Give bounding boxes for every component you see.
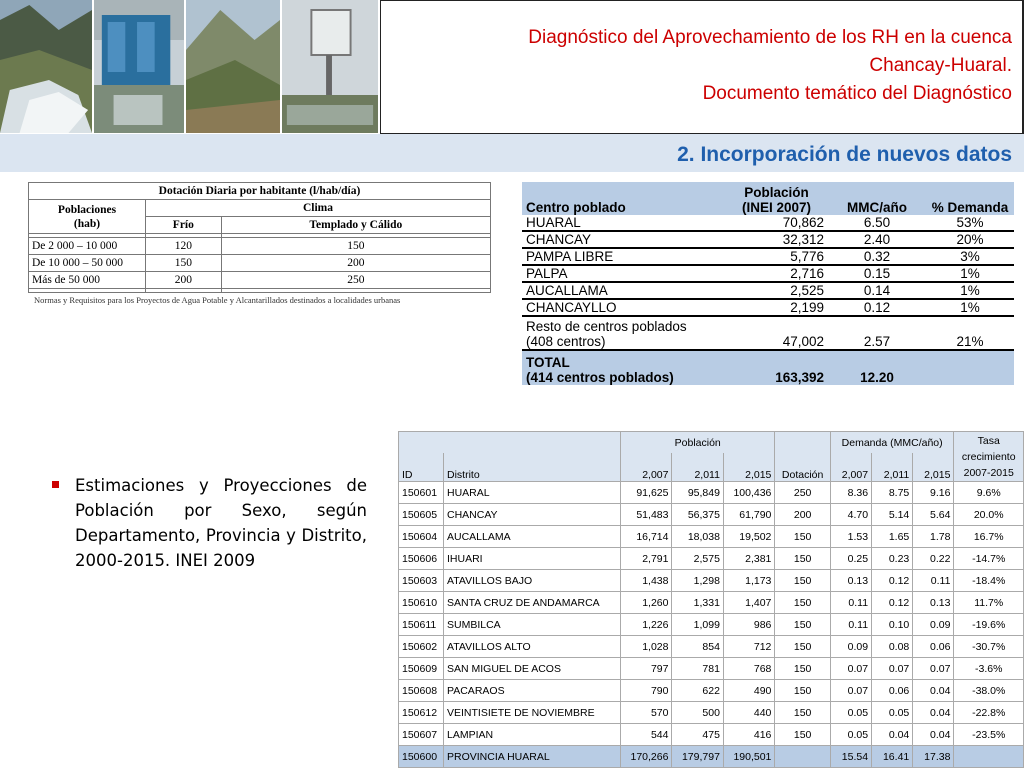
pob-d2015: 9.16 — [913, 482, 954, 504]
centros-resto-line-1: Resto de centros poblados — [526, 319, 687, 334]
bullet-point — [55, 473, 367, 573]
pob-d2015: 0.04 — [913, 702, 954, 724]
pob-p2007: 91,625 — [621, 482, 672, 504]
dotacion-row-frio: 120 — [146, 238, 222, 255]
centros-row-name: CHANCAY — [522, 231, 725, 248]
pob-dotacion: 150 — [775, 702, 830, 724]
centros-header-demanda: % Demanda — [926, 182, 1014, 215]
centros-total-demanda — [926, 350, 1014, 385]
centros-row-demanda: 53% — [926, 215, 1014, 231]
centros-row-poblacion: 5,776 — [725, 248, 828, 265]
centros-row-name: CHANCAYLLO — [522, 299, 725, 316]
pob-id: 150604 — [399, 526, 444, 548]
pob-p2015: 100,436 — [723, 482, 774, 504]
dotacion-table-wrap — [28, 182, 491, 305]
centros-total-line-1: TOTAL — [526, 355, 570, 370]
pob-tasa: -18.4% — [954, 570, 1024, 592]
dotacion-row-frio: 150 — [146, 255, 222, 272]
centros-header-poblacion-1: Población — [744, 185, 809, 200]
pob-p2011: 1,298 — [672, 570, 723, 592]
pob-p2007: 544 — [621, 724, 672, 746]
pob-dotacion: 150 — [775, 614, 830, 636]
photo-mountain-valley — [186, 0, 282, 133]
pob-header-id: ID — [399, 453, 444, 482]
pob-row — [399, 724, 1024, 746]
pob-dotacion: 250 — [775, 482, 830, 504]
pob-p2015: 2,381 — [723, 548, 774, 570]
pob-d2007: 0.07 — [830, 680, 871, 702]
pob-p2007: 51,483 — [621, 504, 672, 526]
pob-d2007: 0.09 — [830, 636, 871, 658]
pob-p2011: 854 — [672, 636, 723, 658]
title-line-3: Documento temático del Diagnóstico — [702, 83, 1012, 104]
pob-p2007: 797 — [621, 658, 672, 680]
pob-d2011: 8.75 — [872, 482, 913, 504]
centros-row-name: PALPA — [522, 265, 725, 282]
pob-p2007: 2,791 — [621, 548, 672, 570]
centros-row-poblacion: 2,525 — [725, 282, 828, 299]
pob-p2011: 1,099 — [672, 614, 723, 636]
pob-row — [399, 504, 1024, 526]
centros-row-mmc: 2.40 — [828, 231, 926, 248]
pob-header-d2011: 2,011 — [872, 453, 913, 482]
dotacion-table — [28, 182, 491, 293]
dotacion-col-hab-label: (hab) — [73, 217, 101, 230]
dotacion-row-label: De 2 000 – 10 000 — [29, 238, 146, 255]
pob-d2007: 8.36 — [830, 482, 871, 504]
pob-id: 150609 — [399, 658, 444, 680]
pob-p2011: 500 — [672, 702, 723, 724]
pob-header-p2015: 2,015 — [723, 453, 774, 482]
pob-p2007: 1,438 — [621, 570, 672, 592]
pob-d2011: 0.07 — [872, 658, 913, 680]
dotacion-row-frio: 200 — [146, 272, 222, 289]
pob-p2015: 712 — [723, 636, 774, 658]
pob-p2015: 190,501 — [723, 746, 774, 768]
centros-row-poblacion: 2,716 — [725, 265, 828, 282]
photo-river — [0, 0, 94, 133]
pob-dotacion: 150 — [775, 526, 830, 548]
pob-p2015: 1,407 — [723, 592, 774, 614]
pob-d2015: 0.04 — [913, 724, 954, 746]
pob-tasa: 16.7% — [954, 526, 1024, 548]
pob-d2007: 0.25 — [830, 548, 871, 570]
pob-tasa — [954, 746, 1024, 768]
centros-row-demanda: 1% — [926, 282, 1014, 299]
pob-p2015: 416 — [723, 724, 774, 746]
header-title-box — [380, 0, 1024, 134]
pob-d2011: 0.08 — [872, 636, 913, 658]
pob-id: 150607 — [399, 724, 444, 746]
pob-p2015: 440 — [723, 702, 774, 724]
pob-header-poblacion-group: Población — [621, 432, 775, 454]
pob-header-blank — [399, 432, 621, 454]
pob-distrito: PACARAOS — [444, 680, 621, 702]
pob-distrito: AUCALLAMA — [444, 526, 621, 548]
pob-distrito: PROVINCIA HUARAL — [444, 746, 621, 768]
dotacion-row-templado: 150 — [221, 238, 490, 255]
pob-distrito: HUARAL — [444, 482, 621, 504]
title-line-1: Diagnóstico del Aprovechamiento de los RH en la cuenca — [528, 27, 1012, 48]
pob-p2007: 170,266 — [621, 746, 672, 768]
bullet-square-icon — [52, 481, 59, 488]
document-title — [528, 24, 1012, 108]
centros-total-name — [522, 350, 725, 385]
pob-dotacion: 150 — [775, 548, 830, 570]
pob-tasa: -38.0% — [954, 680, 1024, 702]
centros-row — [522, 265, 1014, 282]
pob-d2007: 0.11 — [830, 614, 871, 636]
centros-resto-poblacion: 47,002 — [725, 316, 828, 350]
dotacion-row — [29, 272, 491, 289]
centros-header-poblacion — [725, 182, 828, 215]
pob-row — [399, 658, 1024, 680]
pob-p2015: 19,502 — [723, 526, 774, 548]
pob-header-distrito: Distrito — [444, 453, 621, 482]
centros-row-mmc: 0.12 — [828, 299, 926, 316]
pob-tasa: 20.0% — [954, 504, 1024, 526]
pob-dotacion: 150 — [775, 570, 830, 592]
bullet-text: Estimaciones y Proyecciones de Población por Sexo, según Departamento, Provincia y Distrito, 2000-2015. INEI 2009 — [75, 476, 367, 570]
pob-id: 150611 — [399, 614, 444, 636]
pob-d2007: 0.05 — [830, 724, 871, 746]
pob-dotacion: 150 — [775, 636, 830, 658]
pob-p2011: 95,849 — [672, 482, 723, 504]
pob-row — [399, 702, 1024, 724]
pob-header-p2007: 2,007 — [621, 453, 672, 482]
pob-id: 150606 — [399, 548, 444, 570]
dotacion-row — [29, 238, 491, 255]
centros-row — [522, 282, 1014, 299]
pob-tasa: -22.8% — [954, 702, 1024, 724]
pob-id: 150601 — [399, 482, 444, 504]
pob-p2011: 56,375 — [672, 504, 723, 526]
pob-id: 150600 — [399, 746, 444, 768]
pob-d2015: 0.13 — [913, 592, 954, 614]
centros-resto-mmc: 2.57 — [828, 316, 926, 350]
centros-row-mmc: 0.14 — [828, 282, 926, 299]
dotacion-source-note: Normas y Requisitos para los Proyectos de Agua Potable y Alcantarillados destinados a localidades urbanas — [34, 295, 401, 305]
pob-d2011: 16.41 — [872, 746, 913, 768]
dotacion-col-poblaciones — [29, 200, 146, 234]
pob-d2015: 0.06 — [913, 636, 954, 658]
dotacion-col-clima: Clima — [146, 200, 491, 217]
section-title: 2. Incorporación de nuevos datos — [677, 143, 1012, 166]
pob-p2015: 986 — [723, 614, 774, 636]
centros-row — [522, 299, 1014, 316]
centros-row-total — [522, 350, 1014, 385]
section-band — [0, 134, 1024, 172]
centros-header-centro: Centro poblado — [522, 182, 725, 215]
centros-row — [522, 231, 1014, 248]
centros-row-mmc: 0.15 — [828, 265, 926, 282]
pob-d2011: 0.06 — [872, 680, 913, 702]
pob-row — [399, 548, 1024, 570]
pob-d2011: 0.04 — [872, 724, 913, 746]
pob-header-d2015: 2,015 — [913, 453, 954, 482]
dotacion-col-poblaciones-label: Poblaciones — [57, 203, 117, 216]
centros-row-demanda: 3% — [926, 248, 1014, 265]
centros-resto-demanda: 21% — [926, 316, 1014, 350]
pob-row — [399, 636, 1024, 658]
pob-header-dotacion: Dotación — [775, 453, 830, 482]
pob-d2015: 1.78 — [913, 526, 954, 548]
pob-p2007: 1,226 — [621, 614, 672, 636]
centros-row-poblacion: 32,312 — [725, 231, 828, 248]
pob-p2007: 790 — [621, 680, 672, 702]
pob-id: 150605 — [399, 504, 444, 526]
pob-dotacion: 150 — [775, 680, 830, 702]
centros-row-resto — [522, 316, 1014, 350]
pob-d2011: 5.14 — [872, 504, 913, 526]
pob-d2011: 0.05 — [872, 702, 913, 724]
pob-id: 150602 — [399, 636, 444, 658]
centros-total-mmc: 12.20 — [828, 350, 926, 385]
centros-row-poblacion: 2,199 — [725, 299, 828, 316]
pob-tasa: -14.7% — [954, 548, 1024, 570]
pob-tasa: -3.6% — [954, 658, 1024, 680]
pob-d2007: 1.53 — [830, 526, 871, 548]
dotacion-row-label: Más de 50 000 — [29, 272, 146, 289]
pob-d2007: 0.07 — [830, 658, 871, 680]
pob-p2007: 16,714 — [621, 526, 672, 548]
centros-resto-name — [522, 316, 725, 350]
centros-total-line-2: (414 centros poblados) — [526, 370, 674, 385]
centros-row-demanda: 1% — [926, 265, 1014, 282]
pob-tasa: -19.6% — [954, 614, 1024, 636]
pob-d2011: 0.23 — [872, 548, 913, 570]
pob-header-p2011: 2,011 — [672, 453, 723, 482]
poblacion-table — [398, 431, 1024, 768]
centros-row-name: AUCALLAMA — [522, 282, 725, 299]
pob-row-provincia — [399, 746, 1024, 768]
pob-header-d2007: 2,007 — [830, 453, 871, 482]
pob-p2015: 1,173 — [723, 570, 774, 592]
pob-d2015: 17.38 — [913, 746, 954, 768]
pob-p2011: 179,797 — [672, 746, 723, 768]
pob-dotacion: 150 — [775, 658, 830, 680]
pob-d2015: 0.11 — [913, 570, 954, 592]
pob-distrito: SANTA CRUZ DE ANDAMARCA — [444, 592, 621, 614]
pob-distrito: SAN MIGUEL DE ACOS — [444, 658, 621, 680]
pob-row — [399, 592, 1024, 614]
centros-row-name: PAMPA LIBRE — [522, 248, 725, 265]
dotacion-row-templado: 200 — [221, 255, 490, 272]
dotacion-col-frio: Frío — [146, 217, 222, 234]
dotacion-title: Dotación Diaria por habitante (l/hab/día) — [29, 183, 491, 200]
centros-row — [522, 248, 1014, 265]
pob-dotacion: 150 — [775, 592, 830, 614]
pob-p2015: 61,790 — [723, 504, 774, 526]
centros-row-demanda: 20% — [926, 231, 1014, 248]
pob-d2007: 0.13 — [830, 570, 871, 592]
pob-distrito: VEINTISIETE DE NOVIEMBRE — [444, 702, 621, 724]
pob-tasa: 9.6% — [954, 482, 1024, 504]
centros-header-mmc: MMC/año — [828, 182, 926, 215]
dotacion-row-templado: 250 — [221, 272, 490, 289]
pob-header-tasa-2: crecimiento — [961, 450, 1016, 463]
centros-row-name: HUARAL — [522, 215, 725, 231]
pob-d2015: 0.22 — [913, 548, 954, 570]
centros-header-poblacion-2: (INEI 2007) — [741, 200, 812, 215]
pob-d2007: 4.70 — [830, 504, 871, 526]
pob-distrito: IHUARI — [444, 548, 621, 570]
pob-d2007: 0.05 — [830, 702, 871, 724]
pob-p2011: 781 — [672, 658, 723, 680]
dotacion-spacer — [221, 289, 490, 293]
pob-distrito: ATAVILLOS ALTO — [444, 636, 621, 658]
centros-row-poblacion: 70,862 — [725, 215, 828, 231]
pob-row — [399, 526, 1024, 548]
pob-d2015: 0.07 — [913, 658, 954, 680]
pob-d2011: 0.12 — [872, 570, 913, 592]
pob-row — [399, 482, 1024, 504]
pob-p2007: 570 — [621, 702, 672, 724]
centros-row-mmc: 6.50 — [828, 215, 926, 231]
dotacion-spacer — [146, 289, 222, 293]
pob-tasa: -23.5% — [954, 724, 1024, 746]
pob-dotacion: 200 — [775, 504, 830, 526]
pob-p2007: 1,028 — [621, 636, 672, 658]
centros-row — [522, 215, 1014, 231]
pob-row — [399, 614, 1024, 636]
photo-gauging-station — [282, 0, 380, 133]
pob-row — [399, 570, 1024, 592]
pob-d2011: 0.12 — [872, 592, 913, 614]
pob-header-tasa-1: Tasa — [977, 434, 1000, 447]
pob-d2007: 15.54 — [830, 746, 871, 768]
centros-resto-line-2: (408 centros) — [526, 334, 606, 349]
pob-p2007: 1,260 — [621, 592, 672, 614]
pob-p2011: 1,331 — [672, 592, 723, 614]
pob-d2011: 0.10 — [872, 614, 913, 636]
pob-p2011: 475 — [672, 724, 723, 746]
pob-header-tasa-3: 2007-2015 — [963, 466, 1014, 479]
pob-d2007: 0.11 — [830, 592, 871, 614]
title-line-2: Chancay-Huaral. — [869, 55, 1012, 76]
pob-distrito: SUMBILCA — [444, 614, 621, 636]
centros-row-mmc: 0.32 — [828, 248, 926, 265]
pob-dotacion: 150 — [775, 724, 830, 746]
pob-dotacion — [775, 746, 830, 768]
centros-row-demanda: 1% — [926, 299, 1014, 316]
pob-header-blank — [775, 432, 830, 454]
pob-p2015: 490 — [723, 680, 774, 702]
pob-tasa: 11.7% — [954, 592, 1024, 614]
dotacion-row-label: De 10 000 – 50 000 — [29, 255, 146, 272]
pob-id: 150610 — [399, 592, 444, 614]
pob-distrito: CHANCAY — [444, 504, 621, 526]
photo-intake-structure — [94, 0, 186, 133]
pob-p2011: 2,575 — [672, 548, 723, 570]
pob-header-demanda-group: Demanda (MMC/año) — [830, 432, 954, 454]
pob-distrito: LAMPIAN — [444, 724, 621, 746]
pob-id: 150608 — [399, 680, 444, 702]
centros-poblados-table — [522, 182, 1014, 385]
pob-d2015: 0.09 — [913, 614, 954, 636]
pob-p2011: 622 — [672, 680, 723, 702]
dotacion-spacer — [29, 289, 146, 293]
pob-p2011: 18,038 — [672, 526, 723, 548]
pob-id: 150612 — [399, 702, 444, 724]
pob-id: 150603 — [399, 570, 444, 592]
dotacion-col-templado: Templado y Cálido — [221, 217, 490, 234]
pob-row — [399, 680, 1024, 702]
dotacion-row — [29, 255, 491, 272]
pob-header-tasa — [954, 432, 1024, 482]
pob-distrito: ATAVILLOS BAJO — [444, 570, 621, 592]
pob-p2015: 768 — [723, 658, 774, 680]
pob-d2015: 5.64 — [913, 504, 954, 526]
pob-tasa: -30.7% — [954, 636, 1024, 658]
pob-d2011: 1.65 — [872, 526, 913, 548]
pob-d2015: 0.04 — [913, 680, 954, 702]
centros-total-poblacion: 163,392 — [725, 350, 828, 385]
